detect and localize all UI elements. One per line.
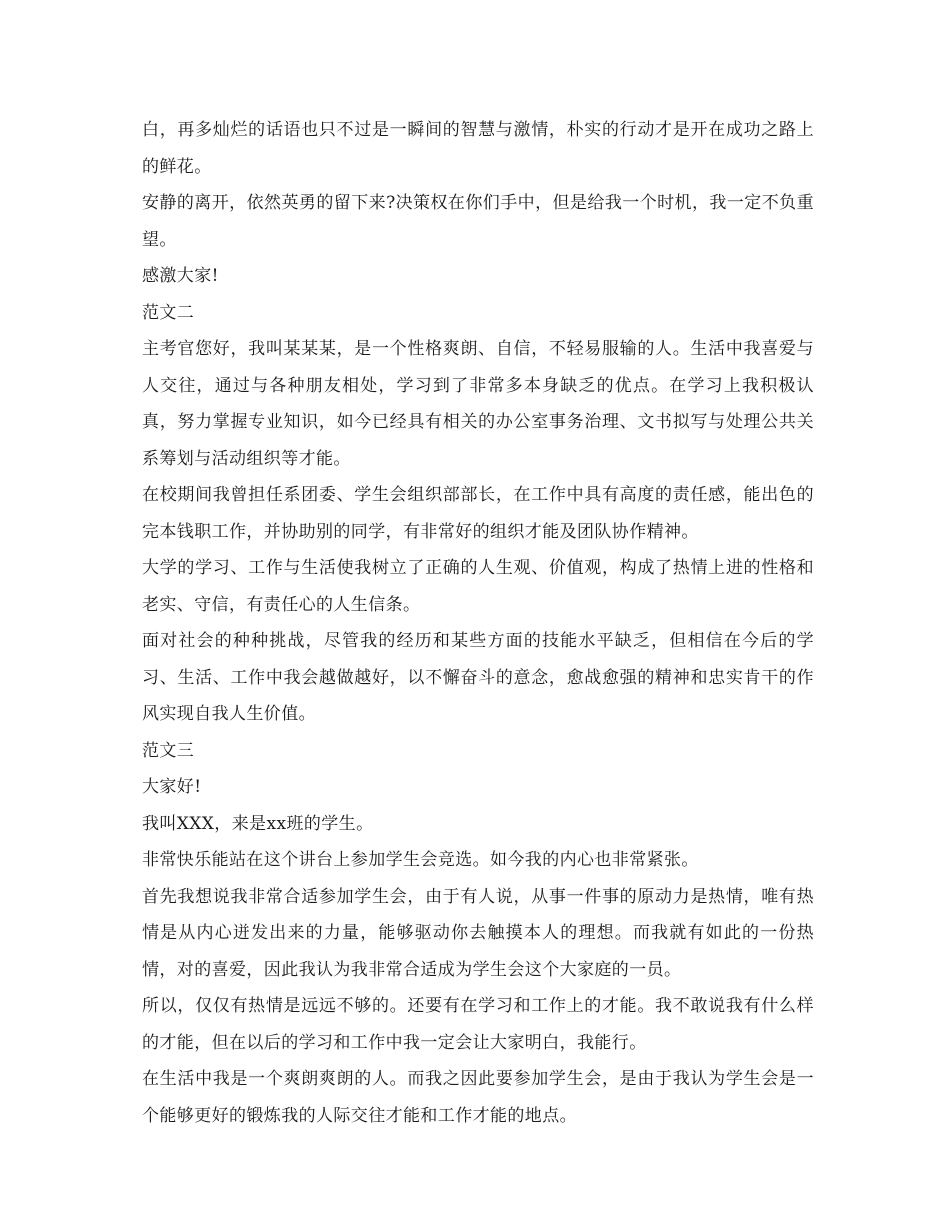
paragraph-continuation: 白，再多灿烂的话语也只不过是一瞬间的智慧与激情，朴实的行动才是开在成功之路上的鲜花。 xyxy=(142,120,814,177)
paragraph-future-outlook: 面对社会的种种挑战，尽管我的经历和某些方面的技能水平缺乏，但相信在今后的学习、生活、工作中我会越做越好，以不懈奋斗的意念，愈战愈强的精神和忠实肯干的作风实现自我人生价值。 xyxy=(142,631,814,724)
paragraph-election-intro: 非常快乐能站在这个讲台上参加学生会竞选。如今我的内心也非常紧张。 xyxy=(142,850,699,870)
paragraph-self-introduction: 主考官您好，我叫某某某，是一个性格爽朗、自信，不轻易服输的人。生活中我喜爱与人交往，通过与各种朋友相处，学习到了非常多本身缺乏的优点。在学习上我积极认真，努力掌握专业知识，如今已经具有相关的办公室事务治理、文书拟写与处理公共关系筹划与活动组织等才能。 xyxy=(142,339,814,469)
section-heading-sample-two: 范文二 xyxy=(142,302,195,323)
section-heading-sample-three: 范文三 xyxy=(142,740,195,761)
paragraph-name-class: 我叫XXX，来是xx班的学生。 xyxy=(142,813,374,834)
paragraph-ability: 所以，仅仅有热情是远远不够的。还要有在学习和工作上的才能。我不敢说我有什么样的才能，但在以后的学习和工作中我一定会让大家明白，我能行。 xyxy=(142,996,814,1053)
paragraph-passion: 首先我想说我非常合适参加学生会，由于有人说，从事一件事的原动力是热情，唯有热情是从内心迸发出来的力量，能够驱动你去触摸本人的理想。而我就有如此的一份热情，对的喜爱，因此我认为我非常合适成为学生会这个大家庭的一员。 xyxy=(142,886,814,980)
paragraph-campus-experience: 在校期间我曾担任系团委、学生会组织部部长，在工作中具有高度的责任感，能出色的完本钱职工作，并协助别的同学，有非常好的组织才能及团队协作精神。 xyxy=(142,485,814,542)
paragraph-personality: 在生活中我是一个爽朗爽朗的人。而我之因此要参加学生会，是由于我认为学生会是一个能够更好的锻炼我的人际交往才能和工作才能的地点。 xyxy=(142,1069,814,1126)
paragraph-greeting: 大家好! xyxy=(142,777,202,797)
paragraph-thanks: 感激大家! xyxy=(142,266,219,286)
paragraph-university-growth: 大学的学习、工作与生活使我树立了正确的人生观、价值观，构成了热情上进的性格和老实、守信，有责任心的人生信条。 xyxy=(142,558,814,615)
document-page xyxy=(142,112,814,1134)
paragraph-closing-appeal: 安静的离开，依然英勇的留下来?决策权在你们手中，但是给我一个时机，我一定不负重望。 xyxy=(142,193,814,250)
